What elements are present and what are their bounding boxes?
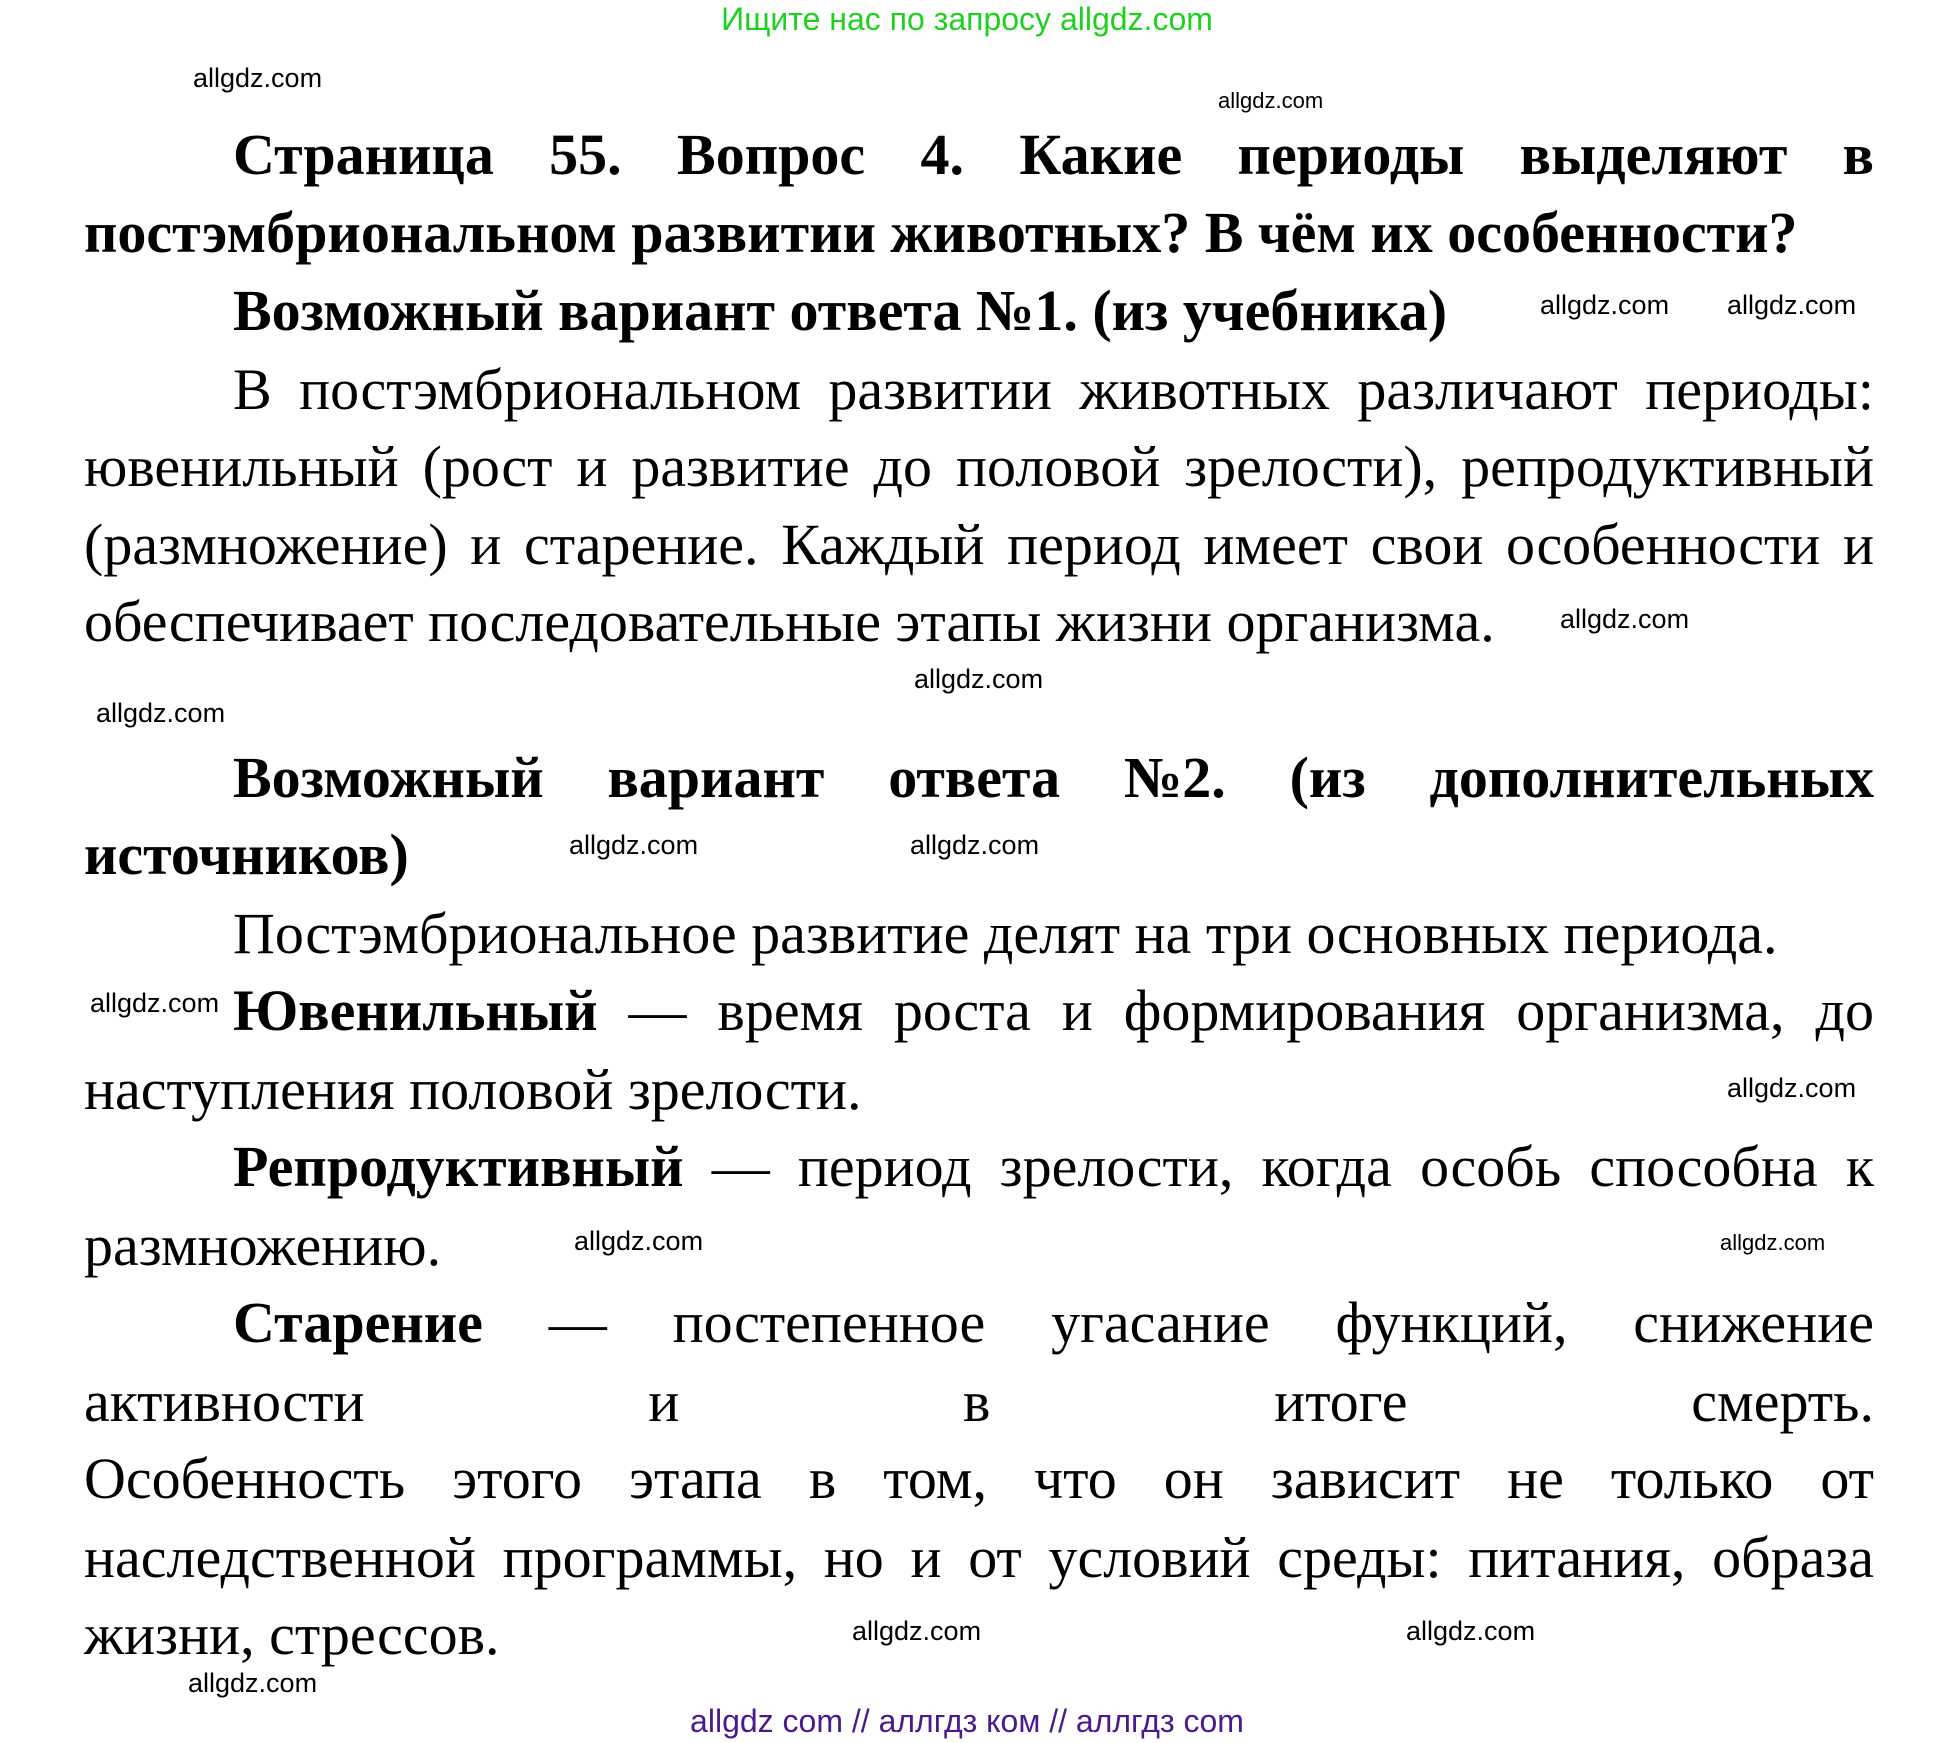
watermark: allgdz.com bbox=[193, 63, 323, 93]
watermark: allgdz.com bbox=[1540, 290, 1670, 320]
text-segment: наступления половой зрелости. bbox=[84, 1057, 862, 1122]
text-line bbox=[233, 122, 1874, 187]
watermark: allgdz.com bbox=[96, 698, 226, 728]
text-line bbox=[233, 745, 1874, 810]
text-line bbox=[84, 1525, 1874, 1590]
footer-banner: allgdz com // аллгдз ком // аллгдз com bbox=[690, 1703, 1244, 1739]
text-line bbox=[84, 822, 409, 887]
bold-term: источников) bbox=[84, 822, 409, 887]
text-segment: ювенильный (рост и развитие до половой зрелости), репродуктивный bbox=[84, 434, 1874, 499]
bold-term: постэмбриональном развитии животных? В чём их особенности? bbox=[84, 200, 1798, 265]
watermark: allgdz.com bbox=[1720, 1230, 1826, 1255]
text-line bbox=[84, 1369, 1874, 1434]
search-banner: Ищите нас по запросу allgdz.com bbox=[721, 1, 1213, 37]
watermark: allgdz.com bbox=[1727, 1073, 1857, 1103]
text-line bbox=[233, 1290, 1874, 1355]
text-line bbox=[84, 200, 1798, 265]
text-line bbox=[233, 901, 1778, 966]
bold-term: Старение bbox=[233, 1290, 483, 1355]
watermark: allgdz.com bbox=[574, 1226, 704, 1256]
text-line bbox=[233, 1134, 1874, 1199]
text-segment: размножению. bbox=[84, 1213, 442, 1278]
text-segment: (размножение) и старение. Каждый период имеет свои особенности и bbox=[84, 512, 1874, 577]
watermark: allgdz.com bbox=[852, 1616, 982, 1646]
watermark: allgdz.com bbox=[1560, 604, 1690, 634]
watermark: allgdz.com bbox=[90, 988, 220, 1018]
watermark: allgdz.com bbox=[188, 1668, 318, 1698]
bold-term: Возможный вариант ответа №1. (из учебника) bbox=[233, 278, 1448, 343]
text-segment: Постэмбриональное развитие делят на три основных периода. bbox=[233, 901, 1778, 966]
text-line bbox=[233, 278, 1448, 343]
watermark: allgdz.com bbox=[569, 830, 699, 860]
text-line bbox=[84, 1057, 862, 1122]
text-line bbox=[84, 1446, 1874, 1511]
bold-term: Возможный вариант ответа №2. (из дополнительных bbox=[233, 745, 1874, 810]
text-segment: жизни, стрессов. bbox=[84, 1602, 500, 1667]
text-segment: — постепенное угасание функций, снижение bbox=[482, 1290, 1874, 1355]
text-line bbox=[84, 589, 1495, 654]
bold-term: Репродуктивный bbox=[233, 1134, 684, 1199]
text-segment: — период зрелости, когда особь способна к bbox=[683, 1134, 1874, 1199]
text-segment: наследственной программы, но и от условий среды: питания, образа bbox=[84, 1525, 1874, 1590]
text-line bbox=[84, 1602, 500, 1667]
text-line bbox=[84, 1213, 442, 1278]
text-line bbox=[233, 978, 1874, 1043]
text-line bbox=[84, 434, 1874, 499]
text-segment: активности и в итоге смерть. bbox=[84, 1369, 1874, 1434]
watermark: allgdz.com bbox=[1218, 88, 1324, 113]
watermark: allgdz.com bbox=[1406, 1616, 1536, 1646]
watermark: allgdz.com bbox=[1727, 290, 1857, 320]
text-segment: В постэмбриональном развитии животных различают периоды: bbox=[233, 357, 1874, 422]
text-segment: — время роста и формирования организма, до bbox=[597, 978, 1874, 1043]
text-line bbox=[233, 357, 1874, 422]
bold-term: Ювенильный bbox=[233, 978, 598, 1043]
text-segment: Особенность этого этапа в том, что он зависит не только от bbox=[84, 1446, 1874, 1511]
watermark: allgdz.com bbox=[910, 830, 1040, 860]
bold-term: Страница 55. Вопрос 4. Какие периоды выделяют в bbox=[233, 122, 1874, 187]
text-segment: обеспечивает последовательные этапы жизни организма. bbox=[84, 589, 1495, 654]
text-line bbox=[84, 512, 1874, 577]
watermark: allgdz.com bbox=[914, 664, 1044, 694]
